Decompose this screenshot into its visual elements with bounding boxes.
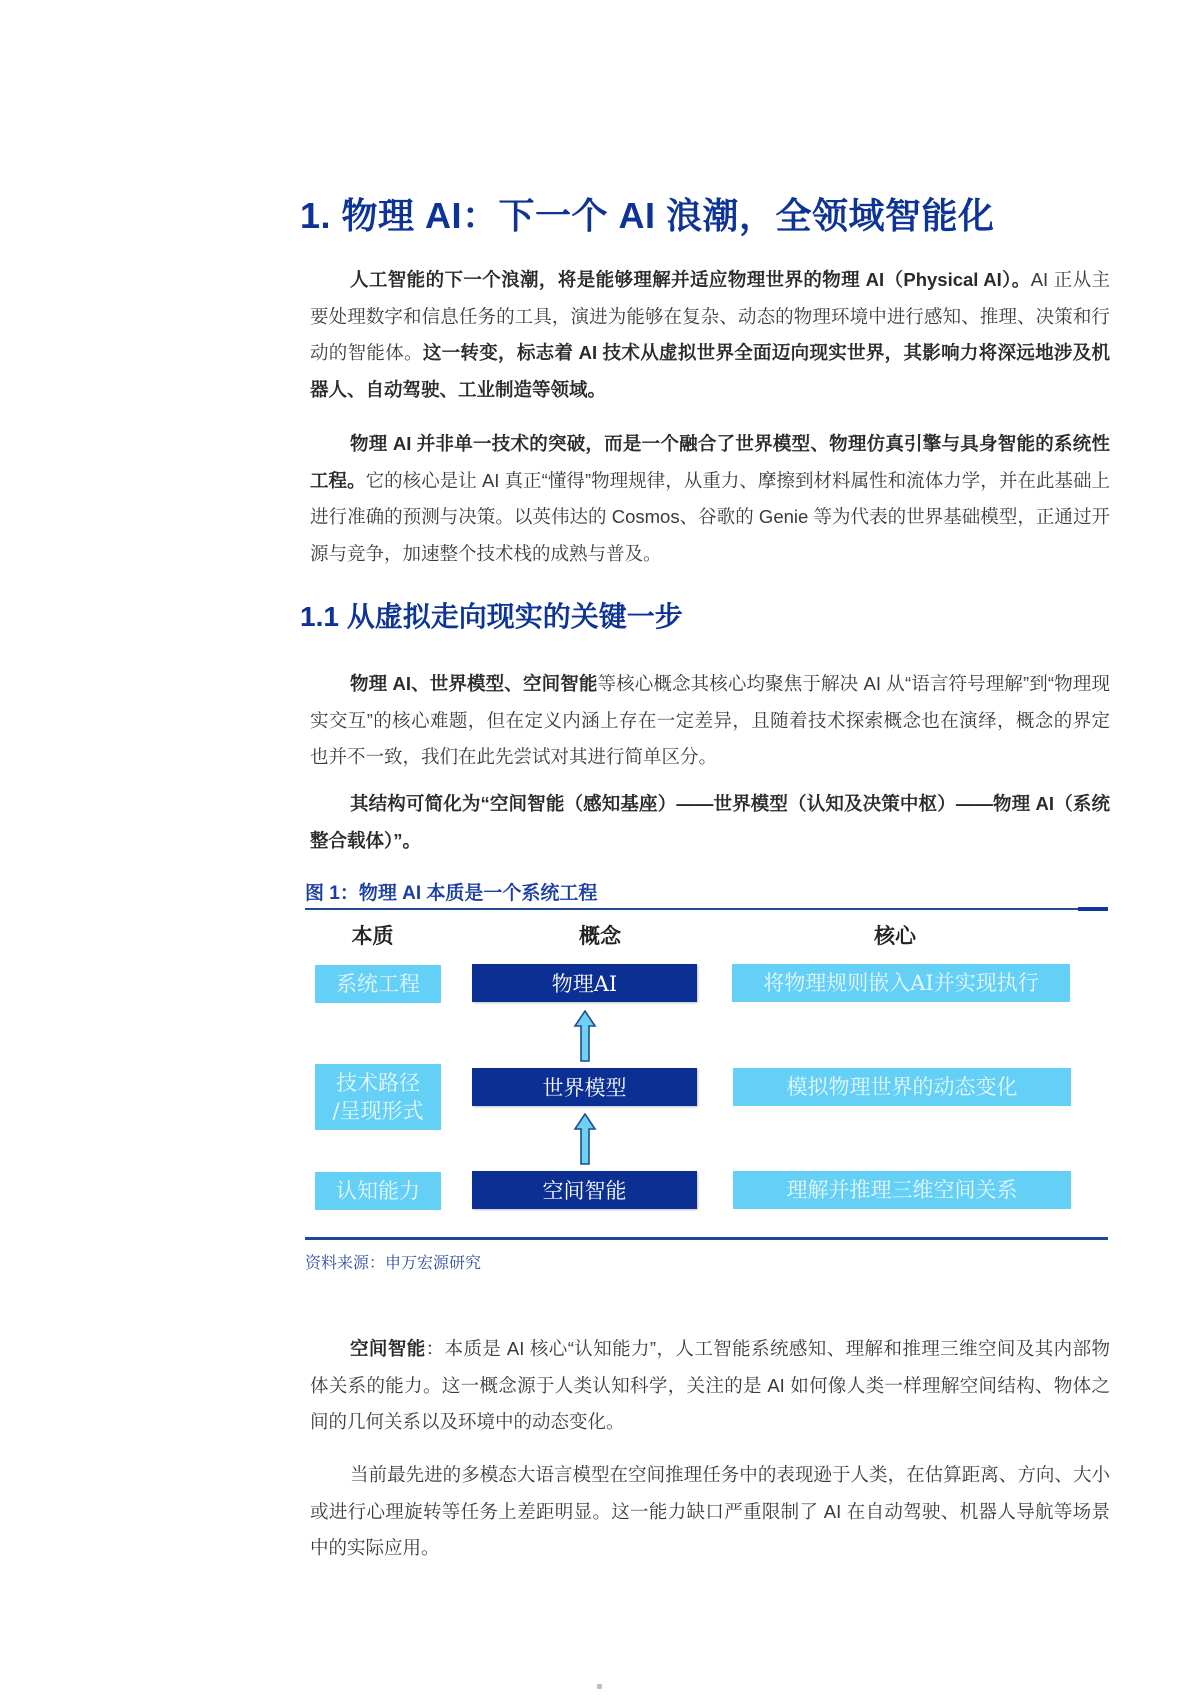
- essence-box-system-engineering: 系统工程: [315, 965, 441, 1003]
- paragraph-structure: [310, 786, 1110, 859]
- figure-source: 资料来源：申万宏源研究: [305, 1255, 482, 1272]
- essence-box-technical-path: [315, 1064, 441, 1130]
- paragraph-concepts: [310, 666, 1110, 776]
- essence-line-2: /呈现形式: [332, 1099, 424, 1123]
- column-header-essence: 本质: [351, 923, 394, 948]
- body-text: AI 正从主要处理数字和信息任务的工具，演进为能够在复杂、动态的物理环境中进行感知、推理、决策和行动的智能体。: [310, 269, 1110, 363]
- column-header-core: 核心: [874, 923, 916, 948]
- bold-text: 人工智能的下一个浪潮，将是能够理解并适应物理世界的物理 AI（Physical AI）。: [350, 269, 1031, 290]
- figure-caption: [305, 878, 1108, 910]
- figure-title: 图 1：物理 AI 本质是一个系统工程: [305, 883, 598, 904]
- paragraph-mllm-gap: [310, 1457, 1110, 1567]
- body-text: 等核心概念其核心均聚焦于解决 AI 从“语言符号理解”到“物理现实交互”的核心难题，但在定义内涵上存在一定差异，且随着技术探索概念也在演绎，概念的界定也并不一致，我们在此先尝试对其进行简单区分。: [310, 673, 1110, 767]
- arrow-up-icon: [573, 1113, 597, 1165]
- core-box-world-model: 模拟物理世界的动态变化: [733, 1068, 1071, 1106]
- body-text: ：本质是 AI 核心“认知能力”，人工智能系统感知、理解和推理三维空间及其内部物体关系的能力。这一概念源于人类认知科学，关注的是 AI 如何像人类一样理解空间结构、物体之间的几何关系以及环境中的动态变化。: [310, 1338, 1110, 1432]
- section-heading-1: 1. 物理 AI：下一个 AI 浪潮，全领域智能化: [300, 195, 995, 236]
- concept-box-physical-ai: 物理AI: [472, 964, 697, 1002]
- bold-text: 空间智能: [350, 1338, 426, 1359]
- paragraph-system-engineering: [310, 426, 1110, 572]
- column-header-concept: 概念: [579, 923, 621, 948]
- body-text: 当前最先进的多模态大语言模型在空间推理任务中的表现逊于人类，在估算距离、方向、大小或进行心理旋转等任务上差距明显。这一能力缺口严重限制了 AI 在自动驾驶、机器人导航等场景中的实际应用。: [310, 1464, 1110, 1558]
- concept-box-world-model: 世界模型: [472, 1068, 697, 1106]
- body-text: 它的核心是让 AI 真正“懂得”物理规律，从重力、摩擦到材料属性和流体力学，并在此基础上进行准确的预测与决策。以英伟达的 Cosmos、谷歌的 Genie 等为代表的世界基础模型，正通过开源与竞争，加速整个技术栈的成熟与普及。: [310, 469, 1110, 564]
- bold-text: 物理 AI、世界模型、空间智能: [350, 673, 598, 694]
- bold-text: 物理 AI 并非单一技术的突破，而是一个融合了世界模型、物理仿真引擎与具身智能的系统性工程。: [310, 433, 1110, 491]
- concept-box-spatial-intelligence: 空间智能: [472, 1171, 697, 1209]
- figure-diagram: [305, 910, 1108, 1230]
- core-box-spatial-intelligence: 理解并推理三维空间关系: [733, 1171, 1071, 1209]
- essence-box-cognitive-ability: 认知能力: [315, 1172, 441, 1210]
- essence-line-1: 技术路径: [336, 1071, 420, 1095]
- bold-text: 这一转变，标志着 AI 技术从虚拟世界全面迈向现实世界，其影响力将深远地涉及机器人、自动驾驶、工业制造等领域。: [310, 342, 1110, 400]
- section-heading-1-1: 1.1 从虚拟走向现实的关键一步: [300, 601, 683, 632]
- paragraph-spatial-intelligence: [310, 1331, 1110, 1441]
- core-box-physical-ai: 将物理规则嵌入AI并实现执行: [732, 964, 1070, 1002]
- page-marker: [597, 1684, 602, 1689]
- figure-bottom-rule: [305, 1237, 1108, 1240]
- paragraph-intro: [310, 262, 1110, 408]
- arrow-up-icon: [573, 1010, 597, 1062]
- bold-text: 其结构可简化为“空间智能（感知基座）——世界模型（认知及决策中枢）——物理 AI（系统整合载体）”。: [310, 793, 1110, 851]
